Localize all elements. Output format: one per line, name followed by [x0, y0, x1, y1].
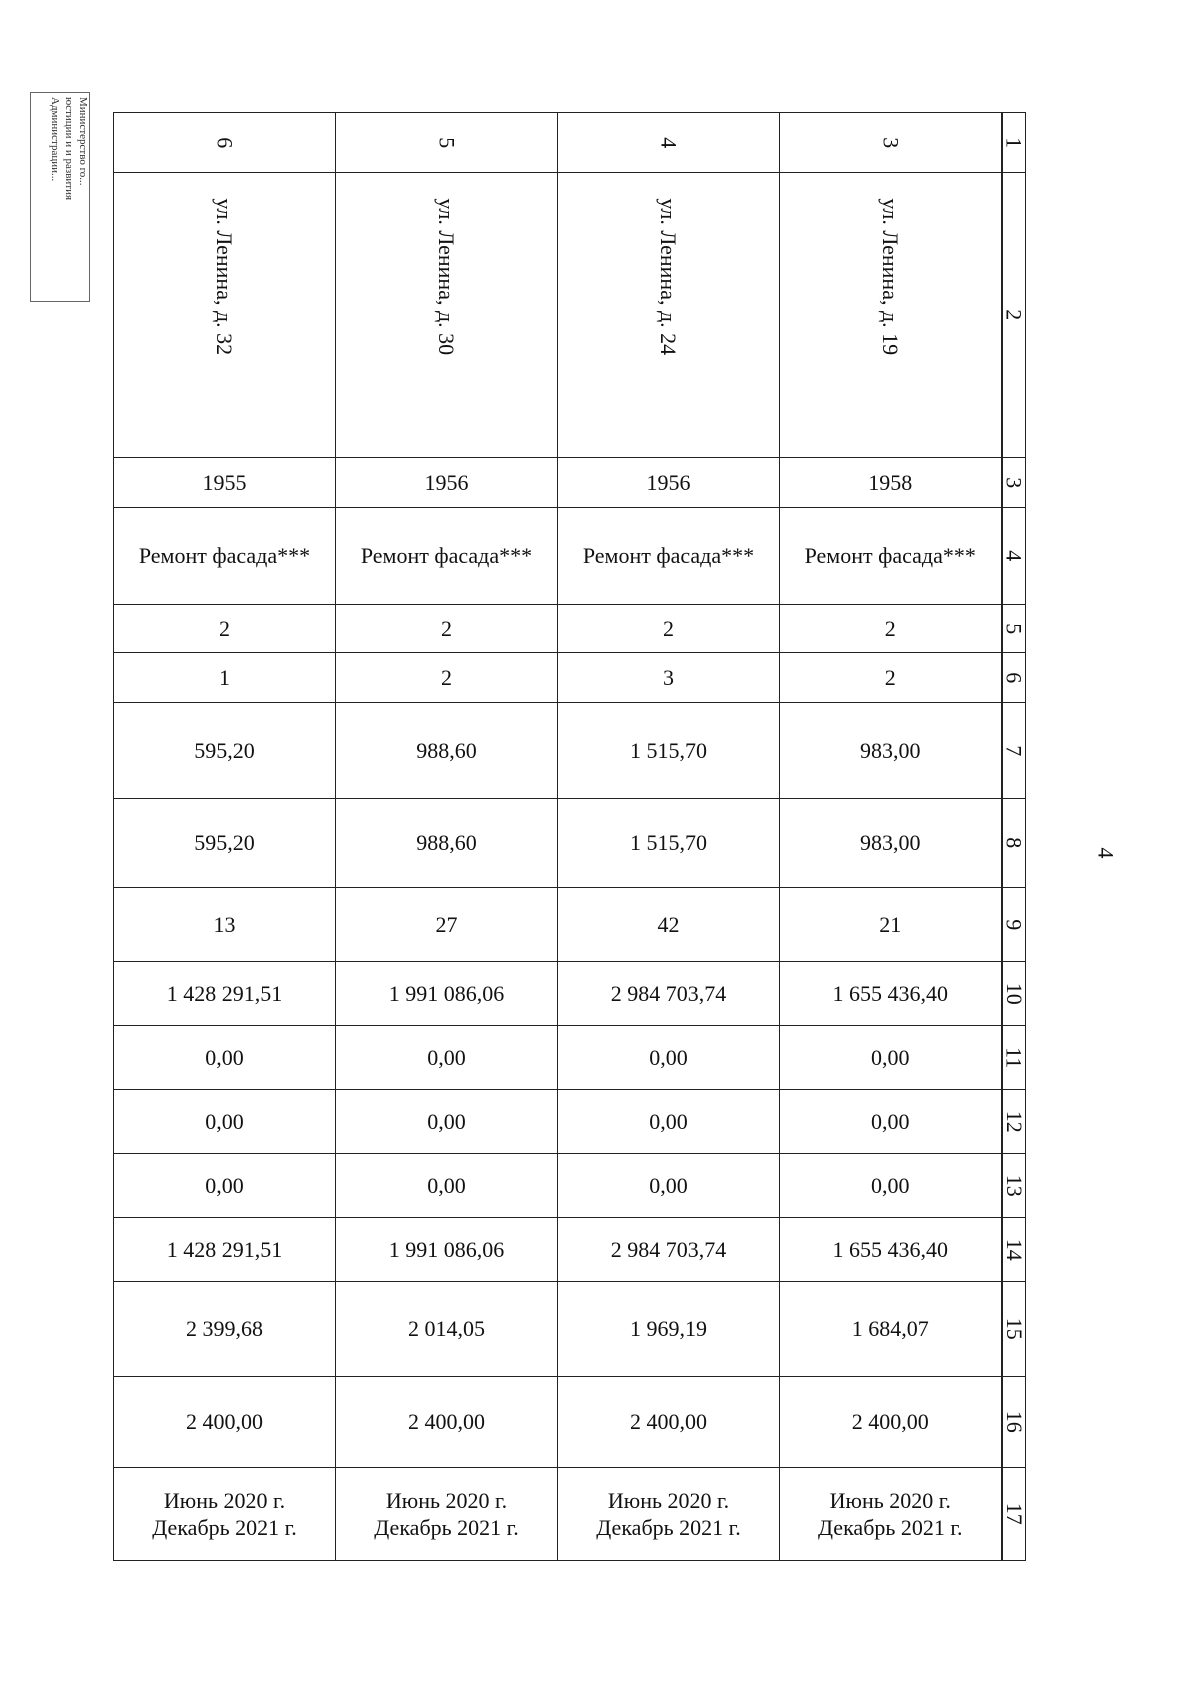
cell-address: ул. Ленина, д. 30: [336, 173, 558, 458]
row-number: 10: [1002, 962, 1026, 1026]
row-number: 4: [1002, 508, 1026, 605]
cell-c5: 2: [558, 605, 780, 653]
data-table: [113, 112, 1025, 1559]
cell-c6: 3: [558, 653, 780, 703]
row-number: 9: [1002, 888, 1026, 962]
stamp-line: юстиции и и развития: [63, 97, 75, 201]
cell-period: [114, 1468, 336, 1561]
cell-c13: 0,00: [336, 1154, 558, 1218]
cell-c7: 1 515,70: [558, 703, 780, 799]
row-number: 12: [1002, 1090, 1026, 1154]
table-row: [114, 653, 1026, 703]
cell-year: 1958: [780, 458, 1002, 508]
cell-c16: 2 400,00: [780, 1377, 1002, 1468]
cell-c11: 0,00: [780, 1026, 1002, 1090]
period-start: Июнь 2020 г.: [829, 1487, 951, 1513]
cell-year: 1956: [336, 458, 558, 508]
cell-c6: 2: [780, 653, 1002, 703]
table-row: [114, 1282, 1026, 1377]
stamp-line: Администрации...: [49, 97, 61, 182]
cell-c7: 988,60: [336, 703, 558, 799]
table-row: [114, 173, 1026, 458]
cell-c9: 42: [558, 888, 780, 962]
row-number: 14: [1002, 1218, 1026, 1282]
cell-c11: 0,00: [336, 1026, 558, 1090]
cell-c10: 1 991 086,06: [336, 962, 558, 1026]
cell-c7: 983,00: [780, 703, 1002, 799]
cell-c12: 0,00: [780, 1090, 1002, 1154]
period-start: Июнь 2020 г.: [163, 1487, 286, 1513]
cell-c7: 595,20: [114, 703, 336, 799]
cell-c8: 983,00: [780, 799, 1002, 888]
cell-c15: 1 969,19: [558, 1282, 780, 1377]
cell-c14: 1 428 291,51: [114, 1218, 336, 1282]
table-row: [114, 458, 1026, 508]
cell-c16: 2 400,00: [114, 1377, 336, 1468]
row-number: 3: [1002, 458, 1026, 508]
cell-year: 1955: [114, 458, 336, 508]
cell-c9: 21: [780, 888, 1002, 962]
table-row: [114, 1468, 1026, 1561]
cell-work: Ремонт фасада***: [114, 508, 336, 605]
cell-c13: 0,00: [114, 1154, 336, 1218]
cell-period: [558, 1468, 780, 1561]
cell-c12: 0,00: [336, 1090, 558, 1154]
cell-period: [780, 1468, 1002, 1561]
cell-c5: 2: [336, 605, 558, 653]
cell-c12: 0,00: [558, 1090, 780, 1154]
cell-c8: 988,60: [336, 799, 558, 888]
cell-c16: 2 400,00: [336, 1377, 558, 1468]
period-end: Декабрь 2021 г.: [818, 1515, 963, 1540]
cell-c8: 595,20: [114, 799, 336, 888]
table-row: [114, 703, 1026, 799]
table-row: [114, 962, 1026, 1026]
period-end: Декабрь 2021 г.: [152, 1515, 297, 1540]
cell-num: 3: [780, 113, 1002, 173]
registration-stamp: [30, 92, 90, 302]
cell-address: ул. Ленина, д. 24: [558, 173, 780, 458]
cell-c15: 2 014,05: [336, 1282, 558, 1377]
table-row: [114, 605, 1026, 653]
period-start: Июнь 2020 г.: [607, 1487, 730, 1513]
cell-address: ул. Ленина, д. 32: [114, 173, 336, 458]
cell-c13: 0,00: [558, 1154, 780, 1218]
cell-c14: 2 984 703,74: [558, 1218, 780, 1282]
row-number: 5: [1002, 605, 1026, 653]
cell-c6: 2: [336, 653, 558, 703]
cell-c9: 27: [336, 888, 558, 962]
cell-c11: 0,00: [114, 1026, 336, 1090]
cell-c14: 1 991 086,06: [336, 1218, 558, 1282]
cell-c6: 1: [114, 653, 336, 703]
row-number: 2: [1002, 173, 1026, 458]
cell-c10: 1 428 291,51: [114, 962, 336, 1026]
row-number: 16: [1002, 1377, 1026, 1468]
cell-c12: 0,00: [114, 1090, 336, 1154]
row-number: 13: [1002, 1154, 1026, 1218]
table-row: [114, 1026, 1026, 1090]
table-row: [114, 1377, 1026, 1468]
cell-work: Ремонт фасада***: [780, 508, 1002, 605]
cell-c10: 1 655 436,40: [780, 962, 1002, 1026]
cell-c14: 1 655 436,40: [780, 1218, 1002, 1282]
stamp-line: Министерство го...: [77, 97, 89, 186]
cell-c9: 13: [114, 888, 336, 962]
table-row: [114, 113, 1026, 173]
row-number: 15: [1002, 1282, 1026, 1377]
table-row: [114, 1218, 1026, 1282]
row-number: 8: [1002, 799, 1026, 888]
row-number: 7: [1002, 703, 1026, 799]
cell-c11: 0,00: [558, 1026, 780, 1090]
row-number: 6: [1002, 653, 1026, 703]
cell-work: Ремонт фасада***: [558, 508, 780, 605]
period-end: Декабрь 2021 г.: [374, 1515, 519, 1540]
cell-num: 5: [336, 113, 558, 173]
cell-c5: 2: [114, 605, 336, 653]
table-row: [114, 888, 1026, 962]
table-row: [114, 508, 1026, 605]
period-end: Декабрь 2021 г.: [596, 1515, 741, 1540]
period-start: Июнь 2020 г.: [385, 1487, 508, 1513]
cell-num: 4: [558, 113, 780, 173]
cell-work: Ремонт фасада***: [336, 508, 558, 605]
cell-c10: 2 984 703,74: [558, 962, 780, 1026]
row-number: 17: [1002, 1468, 1026, 1561]
row-number: 11: [1002, 1026, 1026, 1090]
row-number: 1: [1002, 113, 1026, 173]
table-row: [114, 1154, 1026, 1218]
table-row: [114, 799, 1026, 888]
cell-num: 6: [114, 113, 336, 173]
cell-c15: 2 399,68: [114, 1282, 336, 1377]
cell-c13: 0,00: [780, 1154, 1002, 1218]
table-row: [114, 1090, 1026, 1154]
cell-c5: 2: [780, 605, 1002, 653]
cell-c8: 1 515,70: [558, 799, 780, 888]
page-number: 4: [1093, 847, 1119, 859]
cell-period: [336, 1468, 558, 1561]
cell-c15: 1 684,07: [780, 1282, 1002, 1377]
cell-c16: 2 400,00: [558, 1377, 780, 1468]
cell-address: ул. Ленина, д. 19: [780, 173, 1002, 458]
cell-year: 1956: [558, 458, 780, 508]
